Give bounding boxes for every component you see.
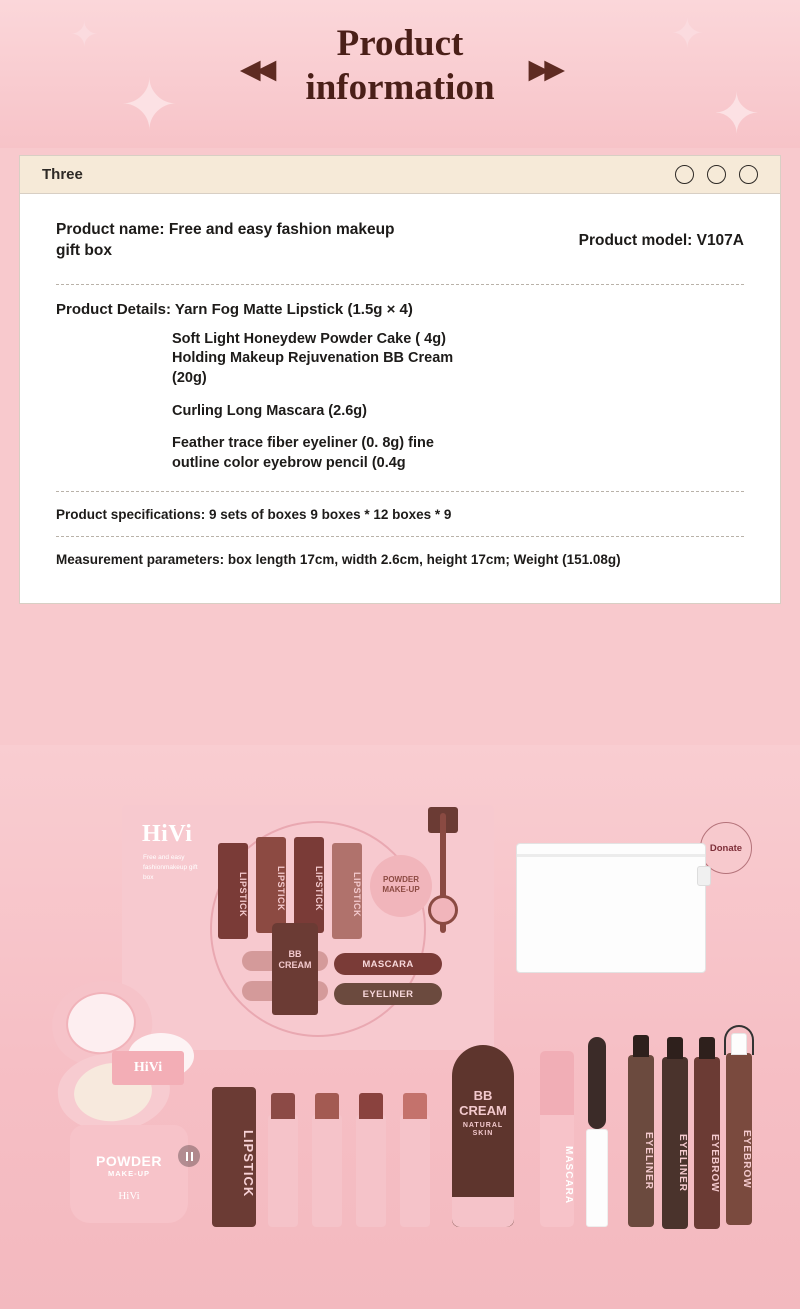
mascara-wand xyxy=(584,1037,610,1227)
page-title-line1: Product xyxy=(336,23,464,64)
measurement-parameters-row xyxy=(56,537,744,569)
product-details-list xyxy=(56,330,744,473)
boxed-lipstick: LIPSTICK xyxy=(332,843,362,939)
lipstick-tip-icon xyxy=(315,1093,339,1119)
lipstick-box: LIPSTICK xyxy=(212,1087,256,1227)
zipper-icon xyxy=(517,854,705,857)
page-title-group xyxy=(0,22,800,109)
sparkle-decoration-icon: ✦ xyxy=(120,66,179,144)
pen-tip-icon xyxy=(633,1035,649,1057)
eyeliner-pen: EYELINER xyxy=(628,1055,654,1227)
boxed-mascara: MASCARA xyxy=(334,953,442,975)
measurement-parameters: Measurement parameters: box length 17cm, width 2.6cm, height 17cm; Weight (151.08g) xyxy=(56,552,621,568)
card-title-bar xyxy=(20,156,780,194)
boxed-lipstick: LIPSTICK xyxy=(294,837,324,933)
eyeliner-pen: EYELINER xyxy=(662,1057,688,1229)
boxed-eyeliner: EYELINER xyxy=(334,983,442,1005)
product-details-heading: Product Details: Yarn Fog Matte Lipstick (1.5g × 4) xyxy=(56,300,413,318)
boxed-powder-compact: POWDER MAKE-UP xyxy=(370,855,432,917)
sparkle-decoration-icon: ✦ xyxy=(670,12,704,56)
compact-brand-label: HiVi xyxy=(112,1051,184,1085)
circle-icon[interactable] xyxy=(739,165,758,184)
brand-tagline: Free and easy fashionmakeup gift box xyxy=(143,854,198,881)
product-info-card xyxy=(19,155,781,604)
eyebrow-pencil: EYEBROW xyxy=(726,1053,752,1225)
sparkle-decoration-icon: ✦ xyxy=(70,16,99,54)
lipstick-bullet xyxy=(400,1115,430,1227)
list-item: Soft Light Honeydew Powder Cake ( 4g) Holding Makeup Rejuvenation BB Cream (20g) xyxy=(172,330,454,386)
powder-jar-subtitle: MAKE-UP xyxy=(108,1169,150,1178)
mirror-icon xyxy=(62,988,140,1059)
lipstick-tip-icon xyxy=(359,1093,383,1119)
page-title-line2: information xyxy=(305,66,495,108)
pen-tip-icon xyxy=(667,1037,683,1059)
product-name: Product name: Free and easy fashion makeup gift box xyxy=(56,221,395,259)
boxed-lipstick: LIPSTICK xyxy=(256,837,286,933)
pen-tip-icon xyxy=(699,1037,715,1059)
beauty-blender-icon xyxy=(428,895,458,925)
boxed-lipstick: LIPSTICK xyxy=(218,843,248,939)
sparkle-decoration-icon: ✦ xyxy=(713,82,760,145)
lipstick-bullet xyxy=(268,1115,298,1227)
mascara-bristles-icon xyxy=(588,1037,606,1129)
powder-jar-title: POWDER xyxy=(96,1153,162,1169)
left-arrow-icon: ◀◀ xyxy=(239,54,272,85)
product-name-row xyxy=(56,220,744,284)
card-body xyxy=(20,194,780,603)
boxed-bb-cream: BB CREAM xyxy=(272,923,318,1015)
lipstick-tip-icon xyxy=(403,1093,427,1119)
product-photo xyxy=(0,745,800,1309)
lipstick-bullet xyxy=(356,1115,386,1227)
page-header xyxy=(0,0,800,148)
circle-icon[interactable] xyxy=(675,165,694,184)
product-details-section xyxy=(56,285,744,491)
loose-powder-jar xyxy=(70,1125,188,1223)
card-title: Three xyxy=(42,166,83,183)
gift-box-package xyxy=(122,805,494,1050)
eyebrow-pencil: EYEBROW xyxy=(694,1057,720,1229)
mascara-tube: MASCARA xyxy=(540,1051,574,1227)
bb-cream-tube xyxy=(452,1045,514,1227)
pen-tip-icon xyxy=(731,1033,747,1055)
brand-logo: HiVi xyxy=(142,821,193,847)
powder-jar-brand: HiVi xyxy=(118,1190,140,1202)
tube-cap-icon xyxy=(452,1197,514,1227)
zipper-pull-icon xyxy=(697,866,711,886)
circle-icon[interactable] xyxy=(707,165,726,184)
list-item: Curling Long Mascara (2.6g) xyxy=(172,402,367,419)
pause-button[interactable] xyxy=(178,1145,200,1167)
product-specifications: Product specifications: 9 sets of boxes 9 boxes * 12 boxes * 9 xyxy=(56,507,452,523)
right-arrow-icon: ▶▶ xyxy=(528,54,561,85)
page-title xyxy=(305,22,494,109)
donate-badge[interactable]: Donate xyxy=(700,822,752,874)
product-specifications-row xyxy=(56,492,744,536)
product-model: Product model: V107A xyxy=(578,232,744,249)
bb-cream-label: BB CREAM xyxy=(459,1088,507,1118)
bb-cream-sublabel: NATURAL SKIN xyxy=(462,1121,504,1137)
mascara-handle-icon xyxy=(586,1129,608,1227)
lipstick-bullet xyxy=(312,1115,342,1227)
cosmetic-pouch xyxy=(516,843,706,973)
lipstick-tip-icon xyxy=(271,1093,295,1119)
mascara-cap-icon xyxy=(540,1051,574,1115)
list-item: Feather trace fiber eyeliner (0. 8g) fine outline color eyebrow pencil (0.4g xyxy=(172,435,434,471)
window-dots-group xyxy=(675,165,758,184)
